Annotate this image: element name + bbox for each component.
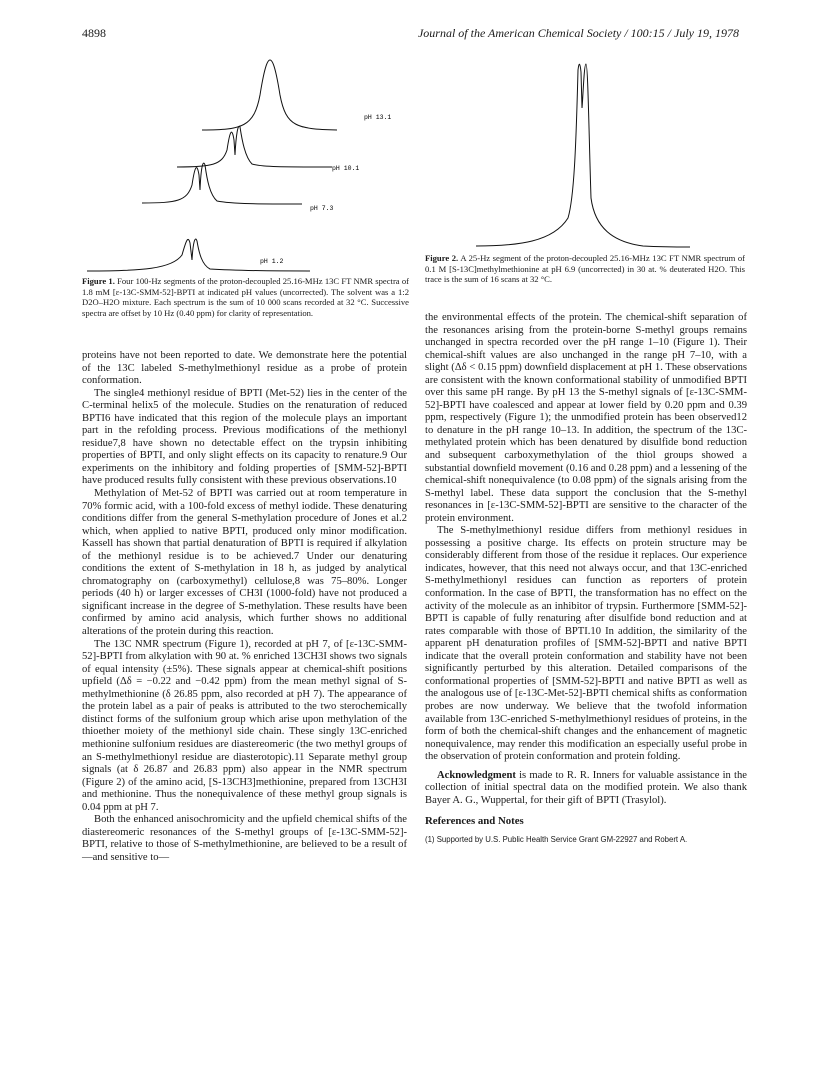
label-ph1-2: pH 1.2	[260, 258, 284, 265]
spectrum-ph1-2	[87, 239, 310, 271]
acknowledgment	[425, 770, 747, 808]
label-ph13-1: pH 13.1	[364, 114, 392, 121]
label-ph7-3: pH 7.3	[310, 205, 334, 212]
reference-1: (1) Supported by U.S. Public Health Service Grant GM-22927 and Robert A.	[425, 834, 688, 844]
figure1-caption	[82, 276, 409, 318]
spectrum-ph7-3	[142, 163, 302, 204]
right-paragraph-1: the environmental effects of the protein. The chemical-shift separation of the resonances arising from the protein-borne S-methyl groups remains unchanged in spectra recorded over the pH range 1–10 (Figure 1). Their chemical-shift values are also unchanged in the range pH 7–10, with a slight (Δδ < 0.15 ppm) downfield displacement at pH 1. These observations are consistent with the known conformational stability of unmodified BPTI over this same pH range. By pH 13 the S-methyl signals of [ε-13C-SMM-52]-BPTI have coalesced and appear at lower field by 0.20 ppm and 0.39 ppm, respectively (Figure 1); the unmodified protein has been observed12 to denature in the pH range 10–13. In addition, the spectrum of the 13C-methylated protein which has been denatured by disulfide bond reduction and subsequent carboxymethylation of the thiol groups showed a substantial downfield movement (0.16 and 0.28 ppm) and a lessening of the chemical-shift nonequivalence (to 0.08 ppm) of the signals arising from the S-methyl label. These data support the conclusion that the S-methyl resonances in [ε-13C-SMM-52]-BPTI are sensitive to the character of the protein environment.	[425, 312, 747, 524]
left-column	[82, 350, 407, 864]
left-paragraph-2: The single4 methionyl residue of BPTI (Met-52) lies in the center of the C-terminal helix5 of the molecule. Studies on the renaturation of reduced BPTI6 have indicated that this region of the molecule plays an important part in the refolding process. Previous modifications of the methionyl residue7,8 have shown no detectable effect on the trypsin inhibiting properties of BPTI, and only slight effects on its capacity to renature.9 Our experiments on the inhibitory and folding properties of [SMM-52]-BPTI have produced results fully consistent with these previous observations.10	[82, 387, 407, 487]
left-paragraph-5: Both the enhanced anisochromicity and the upfield chemical shifts of the diastereomeric resonances of the S-methyl groups of [ε-13C-SMM-52]-BPTI, relative to those of S-methylmethionine, are believed to be a result of—and sensitive to—	[82, 814, 407, 863]
page-number: 4898	[82, 26, 106, 40]
left-paragraph-1: proteins have not been reported to date. We demonstrate here the potential of the 13C labeled S-methylmethionyl residue as a probe of protein conformation.	[82, 350, 407, 387]
figure1-caption-label: Figure 1.	[82, 276, 115, 286]
right-column	[425, 312, 747, 846]
figure2-caption-text: A 25-Hz segment of the proton-decoupled 25.16-MHz 13C FT NMR spectrum of 0.1 M [S-13C]methylmethionine at pH 6.9 (uncorrected) in 30 at. % deuterated H2O. This trace is the sum of 16 scans at 32 °C.	[425, 253, 745, 285]
spectrum-ph10-1	[177, 126, 332, 167]
figure2-spectrum	[468, 58, 698, 253]
spectrum-methylmethionine	[476, 64, 690, 247]
label-ph10-1: pH 10.1	[332, 165, 360, 172]
left-paragraph-4: The 13C NMR spectrum (Figure 1), recorded at pH 7, of [ε-13C-SMM-52]-BPTI from alkylation with 90 at. % enriched 13CH3I shows two signals of equal intensity (±5%). These signals appear at chemical-shift positions upfield (Δδ = −0.22 and −0.42 ppm) from the mean methyl signal of S-methylmethionine (δ 26.85 ppm, also recorded at pH 7). The appearance of the protein label as a pair of peaks is attributed to the two sterochemically distinct forms of the sulfonium group which arise upon methylation of the thioether moiety of the methionyl side chain. These singly 13C-enriched methionine sulfonium residues are diastereomeric (the two methyl groups of an S-methylmethionyl residue are diasterotopic).11 Separate methyl group signals (at δ 26.87 and 26.83 ppm) also appear in the NMR spectrum (Figure 2) of the amino acid, [S-13CH3]methionine, prepared from 13CH3I and methionine. Thus the nonequivalence of these methyl group signals is 0.04 ppm at pH 7.	[82, 638, 407, 813]
figure1-spectra	[82, 55, 412, 277]
figure2-caption	[425, 253, 745, 285]
acknowledgment-text: is made to R. R. Inners for valuable assistance in the collection of initial spectral data on the modified protein. We also thank Bayer A. G., Wuppertal, for their gift of BPTI (Trasylol).	[425, 769, 747, 806]
figure2-caption-label: Figure 2.	[425, 253, 459, 263]
figure1-caption-text: Four 100-Hz segments of the proton-decoupled 25.16-MHz 13C FT NMR spectra of 1.8 mM [ε-13C-SMM-52]-BPTI at indicated pH values (uncorrected). The solvent was a 1:2 D2O–H2O mixture. Each spectrum is the sum of 10 000 scans recorded at 32 °C. Successive spectra are offset by 10 Hz (0.40 ppm) for clarity of representation.	[82, 276, 410, 318]
right-paragraph-2: The S-methylmethionyl residue differs from methionyl residues in possessing a positive charge. Its effects on protein structure may be considerably different from those of the residue it replaces. Our experience indicates, however, that this need not always occur, and that 13C-enriched S-methylmethionyl residues can function as reporters of protein conformation. In the case of BPTI, the transformation has no effect on the activity of the molecule as an inhibitor of trypsin. Furthermore [SMM-52]-BPTI is capable of fully renaturing after disulfide bond reduction and at rates comparable with those of BPTI.10 In addition, the similarity of the apparent pH denaturation profiles of [SMM-52]-BPTI and native BPTI indicate that the overall protein conformation and stability have not been significantly perturbed by this alteration. Detailed comparisons of the conformational properties of [SMM-52]-BPTI and native BPTI as well as the analogous use of [ε-13C-Met-52]-BPTI chemical shifts as conformation probes are now underway. We believe that the twofold information available from 13C-enriched S-methylmethionyl residues of proteins, in the form of both the chemical-shift changes and the enhancement of magnetic nonequivalence, may render this modification an especially useful probe in the observation of protein conformation and protein folding.	[425, 525, 747, 763]
acknowledgment-label: Acknowledgment	[437, 769, 516, 781]
spectrum-ph13-1	[202, 60, 337, 130]
references-heading: References and Notes	[425, 815, 524, 828]
left-paragraph-3: Methylation of Met-52 of BPTI was carried out at room temperature in 70% formic acid, with a 100-fold excess of methyl iodide. These denaturing conditions differ from the general S-methylation procedure of Jones et al.2 which, when applied to native BPTI, produced only minor modification. Kassell has shown that partial denaturation of BPTI is required if alkylation of the methionyl residue is to be achieved.7 Under our denaturing conditions the extent of S-methylation in 18 h, as judged by analytical chromatography on (carboxymethyl) cellulose,8 was 75–80%. Longer periods (40 h) or larger excesses of CH3I (1000-fold) have not produced a significant increase in the degree of S-methylation. These results have been confirmed by amino acid analysis, which further shows no additional alterations of the protein during this reaction.	[82, 488, 407, 638]
journal-header: Journal of the American Chemical Society / 100:15 / July 19, 1978	[417, 26, 739, 40]
